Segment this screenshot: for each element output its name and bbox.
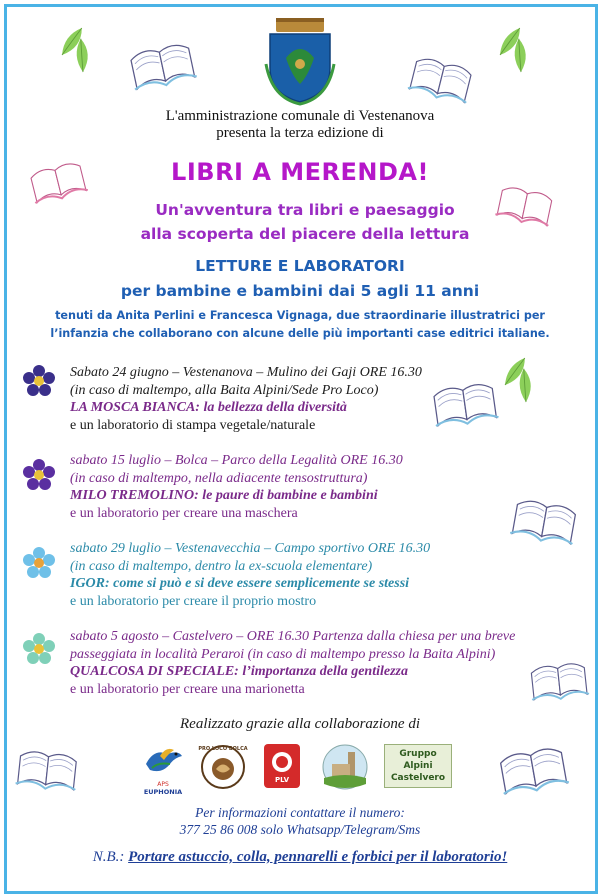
intro-line-2: presenta la terza edizione di — [216, 125, 384, 141]
section-audience: per bambine e bambini dai 5 agli 11 anni — [120, 282, 480, 300]
info-phone: 377 25 86 008 solo Whatsapp/Telegram/Sms — [179, 822, 421, 837]
plv-label: PLV — [274, 776, 290, 784]
gruppo-label: Gruppo — [399, 749, 437, 759]
collaboration-heading: Realizzato grazie alla collaborazione di — [180, 716, 420, 732]
event-4 — [70, 628, 560, 698]
event-2 — [70, 452, 570, 522]
event-3-date: sabato 29 luglio – Vestenavecchia – Campo sportivo ORE 16.30 — [70, 541, 431, 556]
subtitle-line-1: Un'avventura tra libri e paesaggio — [155, 201, 455, 219]
book-icon — [497, 746, 569, 796]
event-1-book: LA MOSCA BIANCA: la bellezza della diversità — [70, 400, 347, 415]
book-icon — [15, 750, 78, 792]
event-1-lab: e un laboratorio di stampa vegetale/naturale — [70, 417, 316, 433]
event-1 — [70, 364, 570, 434]
event-4-lab: e un laboratorio per creare una marionetta — [70, 681, 305, 697]
pro-loco-bolca-logo — [198, 744, 248, 790]
event-3-book: IGOR: come si può e si deve essere semplicemente se stessi — [70, 576, 410, 591]
flower-icon — [22, 632, 56, 666]
event-1-weather: (in caso di maltempo, alla Baita Alpini/Sede Pro Loco) — [70, 382, 379, 398]
plv-logo — [264, 744, 300, 790]
event-2-book: MILO TREMOLINO: le paure di bambine e bambini — [70, 488, 378, 503]
event-2-date: sabato 15 luglio – Bolca – Parco della Legalità ORE 16.30 — [70, 453, 403, 468]
event-3-lab: e un laboratorio per creare il proprio mostro — [70, 593, 317, 609]
event-3-weather: (in caso di maltempo, dentro la ex-scuola elementare) — [70, 558, 373, 574]
event-3 — [70, 540, 570, 610]
euphonia-logo — [140, 744, 186, 796]
intro-line-1: L'amministrazione comunale di Vestenanova — [165, 108, 435, 124]
nb-note — [0, 849, 600, 866]
event-4-book: QUALCOSA DI SPECIALE: l’importanza della gentilezza — [70, 664, 408, 679]
event-4-weather: passeggiata in località Peraroi (in caso di maltempo presso la Baita Alpini) — [70, 646, 496, 662]
alpini-label: Alpini — [403, 761, 433, 771]
coat-of-arms-logo — [262, 14, 338, 106]
event-4-date: sabato 5 agosto – Castelvero – ORE 16.30 Partenza dalla chiesa per una breve — [70, 629, 516, 644]
event-1-date: Sabato 24 giugno – Vestenanova – Mulino dei Gaji ORE 16.30 — [70, 365, 422, 380]
section-heading: LETTURE E LABORATORI — [195, 257, 405, 275]
book-icon — [128, 42, 197, 92]
castelvero-label: Castelvero — [390, 773, 446, 783]
flower-icon — [22, 364, 56, 398]
pro-loco-label: PRO LOCO BOLCA — [198, 746, 248, 752]
event-2-weather: (in caso di maltempo, nella adiacente tensostruttura) — [70, 470, 368, 486]
book-icon — [407, 56, 474, 105]
flower-icon — [22, 546, 56, 580]
leaf-icon — [62, 28, 98, 72]
presenters-line-2: l’infanzia che collaborano con alcune delle più importanti case editrici italiane. — [50, 327, 550, 340]
subtitle-line-2: alla scoperta del piacere della lettura — [140, 225, 470, 243]
leaf-icon — [500, 28, 536, 72]
presenters-line-1: tenuti da Anita Perlini e Francesca Vignaga, due straordinarie illustratrici per — [55, 309, 545, 322]
nb-text: Portare astuccio, colla, pennarelli e forbici per il laboratorio! — [128, 849, 508, 865]
flower-icon — [22, 458, 56, 492]
info-line-1: Per informazioni contattare il numero: — [195, 805, 405, 820]
church-icon — [322, 744, 368, 790]
gruppo-alpini-logo — [384, 744, 452, 788]
aps-label: APS — [157, 781, 169, 788]
event-2-lab: e un laboratorio per creare una maschera — [70, 505, 298, 521]
euphonia-label: EUPHONIA — [143, 788, 183, 796]
bird-icon — [140, 744, 186, 778]
church-photo-logo — [322, 744, 368, 790]
nb-prefix: N.B.: — [92, 849, 125, 865]
event-title: LIBRI A MERENDA! — [171, 158, 429, 186]
